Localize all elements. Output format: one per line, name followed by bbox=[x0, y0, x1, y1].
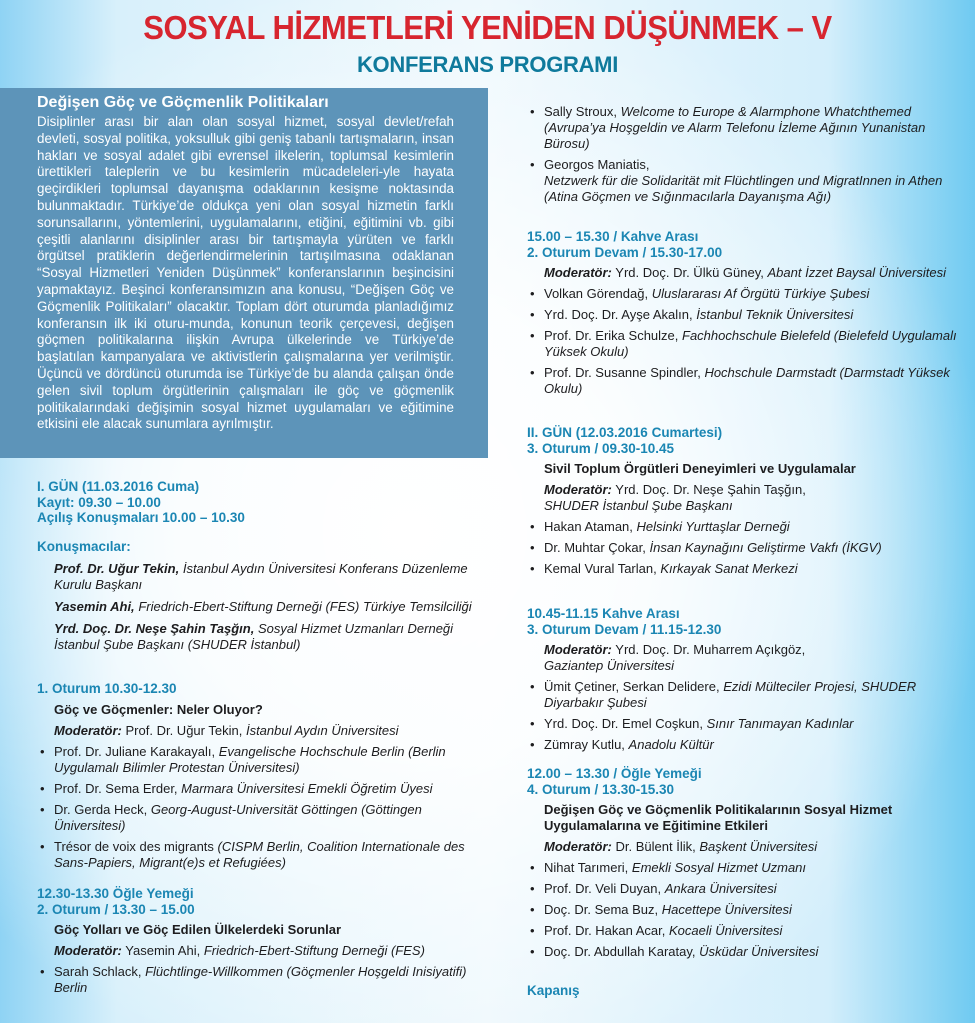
section-heading: 1. Oturum 10.30-12.30 bbox=[37, 681, 177, 696]
section-heading: 4. Oturum / 13.30-15.30 bbox=[527, 781, 675, 797]
section-heading: 15.00 – 15.30 / Kahve Arası bbox=[527, 229, 699, 244]
intro-box bbox=[0, 88, 488, 458]
person-name: Doç. Dr. Sema Buz, bbox=[544, 902, 659, 917]
section-heading: 3. Oturum Devam / 11.15-12.30 bbox=[527, 621, 722, 637]
affiliation: Anadolu Kültür bbox=[628, 737, 714, 752]
affiliation: İstanbul Aydın Üniversitesi bbox=[245, 722, 399, 738]
list-item bbox=[544, 328, 967, 360]
section-heading: II. GÜN (12.03.2016 Cumartesi) bbox=[527, 425, 723, 440]
moderator bbox=[544, 265, 967, 281]
person-name: Prof. Dr. Sema Erder, bbox=[54, 780, 178, 796]
affiliation: (CISPM Berlin, Coalition Internationale des Sans-Papiers, Migrant(e)s et Refugiées) bbox=[54, 838, 465, 870]
section-heading: 2. Oturum Devam / 15.30-17.00 bbox=[527, 244, 723, 260]
person-name: Dr. Gerda Heck, bbox=[54, 801, 148, 817]
list-item bbox=[544, 307, 967, 323]
program-section bbox=[37, 479, 482, 526]
list-item bbox=[544, 881, 967, 897]
section-heading: Kayıt: 09.30 – 10.00 bbox=[37, 494, 161, 510]
section-heading: 10.45-11.15 Kahve Arası bbox=[527, 606, 680, 621]
moderator-label: Moderatör: bbox=[54, 943, 122, 958]
intro-title: Değişen Göç ve Göçmenlik Politikaları bbox=[37, 94, 329, 111]
person-name: Prof. Dr. Hakan Acar, bbox=[544, 923, 666, 938]
person-name: Yasemin Ahi, bbox=[125, 943, 201, 958]
session-title: Sivil Toplum Örgütleri Deneyimleri ve Uygulamalar bbox=[544, 461, 856, 476]
program-section bbox=[37, 681, 482, 871]
list-item bbox=[54, 964, 482, 996]
program-section bbox=[527, 99, 967, 205]
moderator-label: Moderatör: bbox=[54, 722, 122, 738]
person-name: Hakan Ataman, bbox=[544, 519, 633, 534]
affiliation: Friedrich-Ebert-Stiftung Derneği (FES) bbox=[203, 943, 425, 958]
list-item bbox=[54, 781, 482, 797]
program-section bbox=[527, 606, 967, 753]
affiliation: Flüchtlinge-Willkommen (Göçmenler Hoşgeldi Inisiyatifi) Berlin bbox=[54, 964, 467, 995]
program-section bbox=[527, 983, 967, 999]
affiliation: Gaziantep Üniversitesi bbox=[544, 658, 675, 673]
affiliation: İstanbul Aydın Üniversitesi Konferans Düzenleme Kurulu Başkanı bbox=[54, 560, 468, 592]
section-heading: 3. Oturum / 09.30-10.45 bbox=[527, 440, 675, 456]
affiliation: Sosyal Hizmet Uzmanları Derneği İstanbul Şube Başkanı (SHUDER İstanbul) bbox=[54, 620, 454, 652]
list-item bbox=[544, 286, 967, 302]
list-item bbox=[544, 157, 967, 205]
list-item bbox=[544, 716, 967, 732]
list-item bbox=[544, 104, 967, 152]
affiliation: Friedrich-Ebert-Stiftung Derneği (FES) Türkiye Temsilciliği bbox=[138, 598, 472, 614]
person-name: Prof. Dr. Uğur Tekin, bbox=[125, 722, 243, 738]
person-name: Nihat Tarımeri, bbox=[544, 860, 629, 875]
person-name: Prof. Dr. Uğur Tekin, bbox=[54, 560, 180, 576]
affiliation: İnsan Kaynağını Geliştirme Vakfı (İKGV) bbox=[649, 540, 882, 555]
affiliation: Emekli Sosyal Hizmet Uzmanı bbox=[631, 860, 807, 875]
person-name: Yrd. Doç. Dr. Ülkü Güney, bbox=[615, 265, 764, 280]
affiliation: Sınır Tanımayan Kadınlar bbox=[706, 716, 854, 731]
affiliation: Hochschule Darmstadt (Darmstadt Yüksek Okulu) bbox=[544, 365, 950, 396]
section-heading: Kapanış bbox=[527, 983, 580, 998]
affiliation: Georg-August-Universität Göttingen (Göttingen Üniversitesi) bbox=[54, 801, 422, 833]
affiliation: Başkent Üniversitesi bbox=[699, 839, 818, 854]
person-name: Dr. Muhtar Çokar, bbox=[544, 540, 646, 555]
session-title: Göç ve Göçmenler: Neler Oluyor? bbox=[54, 701, 263, 717]
person-name: Yasemin Ahi, bbox=[54, 598, 135, 614]
person-name: Prof. Dr. Juliane Karakayalı, bbox=[54, 743, 216, 759]
moderator bbox=[54, 723, 482, 739]
person-name: Zümray Kutlu, bbox=[544, 737, 625, 752]
intro-text: Disiplinler arası bir alan olan sosyal hizmet, sosyal devlet/refah devleti, sosyal politika, yoksulluk gibi geniş tabanlı tartışmaların, insan hakları ve sosyal adalet gibi evrensel ilkelerin, toplumsal kesimlerin ürettikleri taleplerin ve bu kesimlerin mücadeleleri-yle hayata geçirdikleri toplumsal dayanışma odaklarının kesişme noktasında bulunmaktadır. Türkiye’de oldukça yeni olan sosyal hizmetin farklı sorunsallarını, yöntemlerini, uygulamalarını, etiğini, eğitimini vb. gibi çeşitli alanlarını disiplinler arası bir tartışmayla yürüten ve farklı örgütsel pratiklerin değerlendirmelerinin tartışılmasına odaklanan “Sosyal Hizmetleri Yeniden Düşünmek” konferanslarının beşincisini yapmaktayız. Beşinci konferansımızın ana konusu, “Değişen Göç ve Göçmenlik Politikaları” olacaktır. Toplam dört oturumda planladığımız konferansın ilk iki oturu-munda, konunun teorik çerçevesi, değişen göçmen politikalarına ilişkin Avrupa ülkelerinde ve Türkiye’de başlatılan kampanyalara ve aktivistlerin çalışmalarına yer verilmiştir. Üçüncü ve dördüncü oturumda ise Türkiye’de bu alanda çalışan önde gelen sivil toplum örgütlerinin çalışmaları ile göç ve göçmenlik politikalarındaki değişimin sosyal hizmet uygulamaları ve eğitimine etkisini ele alacak sunumlara ayrılmıştır. bbox=[37, 114, 454, 432]
affiliation: Uluslararası Af Örgütü Türkiye Şubesi bbox=[651, 286, 870, 301]
person-name: Sally Stroux, bbox=[544, 104, 617, 119]
moderator bbox=[544, 839, 967, 855]
affiliation: Welcome to Europe & Alarmphone Whatchthemed (Avrupa’ya Hoşgeldin ve Alarm Telefonu İzleme Ağının Yunanistan Bürosu) bbox=[544, 104, 926, 151]
session-title: Göç Yolları ve Göç Edilen Ülkelerdeki Sorunlar bbox=[54, 922, 342, 937]
affiliation: Kırkayak Sanat Merkezi bbox=[660, 561, 798, 576]
program-section bbox=[527, 766, 967, 960]
session-title: Değişen Göç ve Göçmenlik Politikalarının Sosyal Hizmet Uygulamalarına ve Eğitimine Etkileri bbox=[544, 802, 893, 833]
person-name: Georgos Maniatis, bbox=[544, 157, 650, 172]
moderator-label: Moderatör: bbox=[544, 839, 612, 854]
affiliation: Helsinki Yurttaşlar Derneği bbox=[636, 519, 790, 534]
person-name: Yrd. Doç. Dr. Neşe Şahin Taşğın, bbox=[615, 482, 806, 497]
affiliation: SHUDER İstanbul Şube Başkanı bbox=[544, 498, 733, 513]
list-item bbox=[544, 923, 967, 939]
person-name: Sarah Schlack, bbox=[54, 964, 142, 979]
section-heading: I. GÜN (11.03.2016 Cuma) bbox=[37, 479, 200, 494]
section-heading: 12.30-13.30 Öğle Yemeği bbox=[37, 886, 194, 901]
program-section bbox=[37, 886, 482, 996]
person-name: Trésor de voix des migrants bbox=[54, 838, 214, 854]
person-name: Yrd. Doç. Dr. Neşe Şahin Taşğın, bbox=[54, 620, 255, 636]
moderator-label: Moderatör: bbox=[544, 642, 612, 657]
person-name: Prof. Dr. Susanne Spindler, bbox=[544, 365, 701, 380]
moderator bbox=[54, 943, 482, 959]
person-name: Prof. Dr. Erika Schulze, bbox=[544, 328, 679, 343]
affiliation: İstanbul Teknik Üniversitesi bbox=[696, 307, 854, 322]
moderator bbox=[544, 642, 967, 674]
moderator-label: Moderatör: bbox=[544, 482, 612, 497]
affiliation: Ezidi Mülteciler Projesi, SHUDER Diyarbakır Şubesi bbox=[544, 679, 917, 710]
list-item bbox=[544, 561, 967, 577]
page-subtitle: KONFERANS PROGRAMI bbox=[356, 52, 619, 77]
affiliation: Fachhochschule Bielefeld (Bielefeld Uygulamalı Yüksek Okulu) bbox=[544, 328, 957, 359]
list-item bbox=[544, 860, 967, 876]
person-name: Yrd. Doç. Dr. Muharrem Açıkgöz, bbox=[615, 642, 806, 657]
person-name: Volkan Görendağ, bbox=[544, 286, 649, 301]
list-item bbox=[544, 737, 967, 753]
list-item bbox=[54, 802, 482, 834]
affiliation: Marmara Üniversitesi Emekli Öğretim Üyesi bbox=[181, 780, 433, 796]
person-name: Yrd. Doç. Dr. Emel Coşkun, bbox=[544, 716, 703, 731]
section-heading: 12.00 – 13.30 / Öğle Yemeği bbox=[527, 766, 702, 781]
page-title: SOSYAL HİZMETLERİ YENİDEN DÜŞÜNMEK – V bbox=[143, 8, 832, 47]
list-item bbox=[544, 519, 967, 535]
speaker bbox=[54, 561, 482, 593]
list-item bbox=[544, 944, 967, 960]
section-heading: Konuşmacılar: bbox=[37, 539, 131, 554]
affiliation: Üsküdar Üniversitesi bbox=[699, 944, 819, 959]
person-name: Dr. Bülent İlik, bbox=[615, 839, 696, 854]
section-heading: 2. Oturum / 13.30 – 15.00 bbox=[37, 901, 195, 917]
person-name: Prof. Dr. Veli Duyan, bbox=[544, 881, 662, 896]
affiliation: Netzwerk für die Solidarität mit Flüchtlingen und MigratInnen in Athen (Atina Göçmen ve Sığınmacılarla Dayanışma Ağı) bbox=[544, 173, 943, 204]
moderator-label: Moderatör: bbox=[544, 265, 612, 280]
program-section bbox=[37, 539, 482, 653]
affiliation: Evangelische Hochschule Berlin (Berlin Uygulamalı Bilimler Protestan Üniversitesi) bbox=[54, 743, 446, 775]
list-item bbox=[544, 540, 967, 556]
list-item bbox=[54, 744, 482, 776]
list-item bbox=[54, 839, 482, 871]
moderator bbox=[544, 482, 967, 514]
affiliation: Hacettepe Üniversitesi bbox=[661, 902, 792, 917]
person-name: Yrd. Doç. Dr. Ayşe Akalın, bbox=[544, 307, 693, 322]
section-heading: Açılış Konuşmaları 10.00 – 10.30 bbox=[37, 510, 245, 525]
affiliation: Abant İzzet Baysal Üniversitesi bbox=[767, 265, 946, 280]
person-name: Ümit Çetiner, Serkan Delidere, bbox=[544, 679, 720, 694]
list-item bbox=[544, 902, 967, 918]
affiliation: Ankara Üniversitesi bbox=[664, 881, 777, 896]
program-section bbox=[527, 425, 967, 577]
list-item bbox=[544, 679, 967, 711]
speaker bbox=[54, 621, 482, 653]
person-name: Kemal Vural Tarlan, bbox=[544, 561, 657, 576]
person-name: Doç. Dr. Abdullah Karatay, bbox=[544, 944, 696, 959]
affiliation: Kocaeli Üniversitesi bbox=[669, 923, 783, 938]
program-section bbox=[527, 229, 967, 397]
list-item bbox=[544, 365, 967, 397]
speaker bbox=[54, 599, 482, 615]
